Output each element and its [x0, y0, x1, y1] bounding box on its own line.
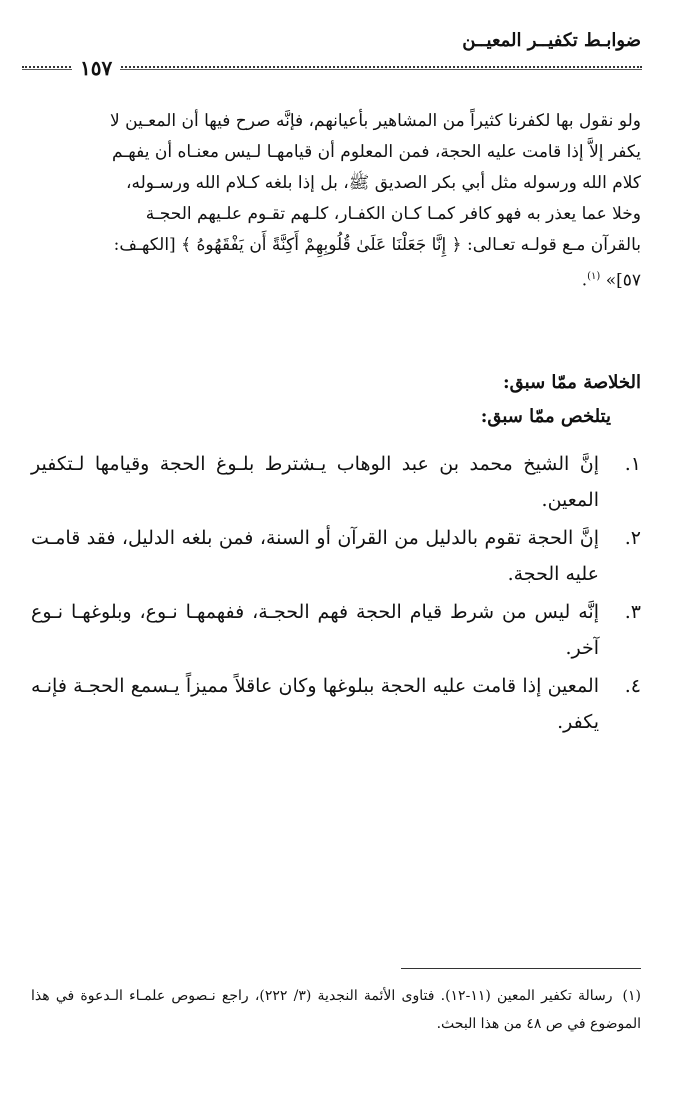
list-item-text: المعين إذا قامت عليه الحجة ببلوغها وكان عاقلاً مميزاً يـسمع الحجـة فإنـه يكفر. — [31, 675, 599, 733]
list-item-number: ١. — [624, 453, 641, 475]
list-item — [31, 594, 641, 666]
section-heading: الخلاصة ممّا سبق: — [502, 372, 641, 393]
footnote-marker: (١) — [622, 988, 641, 1004]
list-item-number: ٤. — [624, 675, 641, 697]
list-item-number: ٣. — [624, 601, 641, 623]
list-item — [31, 668, 641, 740]
list-item — [31, 446, 641, 518]
footnote-separator — [401, 968, 641, 969]
body-line: ولو نقول بها لكفرنا كثيراً من المشاهير بأعيانهم، فإنَّه صرح فيها أن المعـين لا — [110, 111, 641, 131]
body-line: وخلا عما يعذر به فهو كافر كمـا كـان الكفـار، كلـهم تقـوم علـيهم الحجـة — [145, 204, 641, 224]
page-number: ١٥٧ — [72, 56, 120, 80]
body-line-quran-quote: بالقرآن مـع قولـه تعـالى: ﴿ إِنَّا جَعَلْنَا عَلَىٰ قُلُوبِهِمْ أَكِنَّةً أَن يَفْقَهُوهُ ﴾ [الكهـف: — [113, 235, 641, 255]
running-title: ضوابـط تكفيــر المعيــن — [462, 30, 641, 51]
sub-heading: يتلخص ممّا سبق: — [480, 406, 611, 427]
list-item-text: إنَّ الحجة تقوم بالدليل من القرآن أو السنة، فمن بلغه الدليل، فقد قامـت عليه الحجة. — [31, 527, 599, 585]
footnote-text: رسالة تكفير المعين (١١-١٢). فتاوى الأئمة النجدية (٣/ ٢٢٢)، راجع نـصوص علمـاء الـدعوة في هذا الموضوع في ص ٤٨ من هذا البحث. — [31, 988, 641, 1032]
list-item-text: إنَّ الشيخ محمد بن عبد الوهاب يـشترط بلـوغ الحجة وقيامها لـتكفير المعين. — [31, 453, 599, 511]
body-paragraph — [36, 106, 641, 297]
footnote — [31, 982, 641, 1038]
body-line-end: ٥٧]» $^{(١)}$. — [581, 270, 641, 291]
list-item-text: إنَّه ليس من شرط قيام الحجة فهم الحجـة، ففهمهـا نـوع، وبلوغهـا نـوع آخر. — [31, 601, 599, 659]
body-line: كلام الله ورسوله مثل أبي بكر الصديق ﷺ، بل إذا بلغه كـلام الله ورسـوله، — [125, 173, 641, 193]
footnote-reference: (١) — [587, 271, 601, 282]
list-item-number: ٢. — [624, 527, 641, 549]
summary-list — [31, 446, 641, 742]
body-line: يكفر إلاَّ إذا قامت عليه الحجة، فمن المعلوم أن قيامهـا لـيس معنـاه أن يفهـم — [111, 142, 641, 162]
body-line-closing: ٥٧]» — [605, 270, 641, 291]
list-item — [31, 520, 641, 592]
